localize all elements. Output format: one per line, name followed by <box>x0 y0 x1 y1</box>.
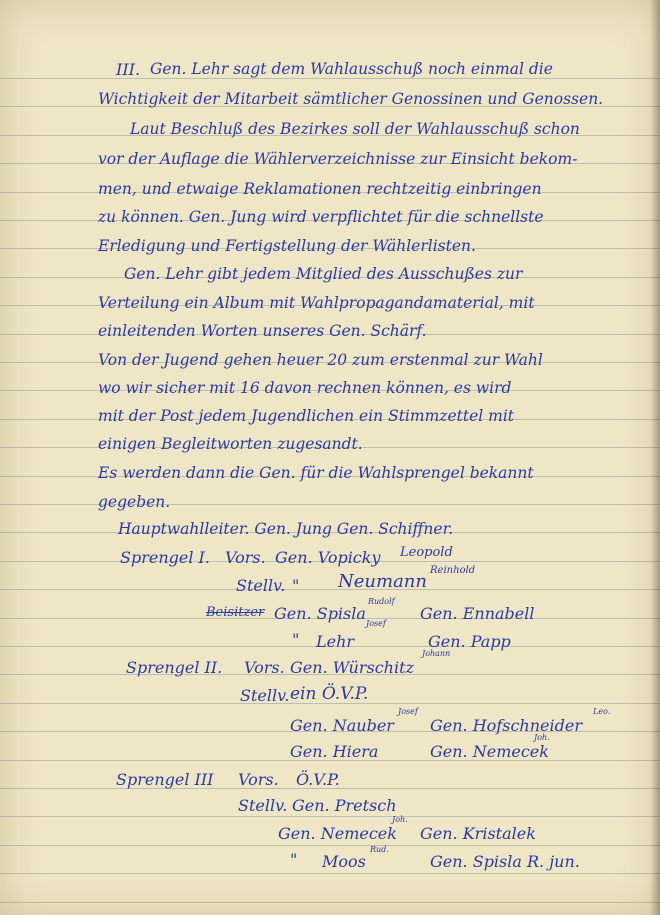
member-name: Gen. Pretsch <box>292 796 397 815</box>
ditto-mark: " <box>292 630 300 649</box>
member-name: Gen. Kristalek <box>420 824 536 843</box>
member-name: Gen. Spisla R. jun. <box>430 852 580 871</box>
member-name: Gen. Nemecek <box>430 742 549 761</box>
text-line: Verteilung ein Album mit Wahlpropagandamaterial, mit <box>98 294 535 312</box>
role-label: Stellv. <box>238 796 288 815</box>
member-first-name: Josef <box>398 707 418 716</box>
role-label: Stellv. <box>240 686 290 705</box>
text-line: gegeben. <box>98 493 171 511</box>
member-first-name: Joh. <box>392 815 408 824</box>
member-name: Moos <box>322 852 366 871</box>
text-line: Von der Jugend gehen heuer 20 zum erstenmal zur Wahl <box>98 351 543 369</box>
text-line: mit der Post jedem Jugendlichen ein Stimmzettel mit <box>98 407 515 425</box>
member-first-name: Rudolf <box>368 597 395 606</box>
text-line: einigen Begleitworten zugesandt. <box>98 435 363 453</box>
member-name: Gen. Papp <box>428 632 511 651</box>
text-line: men, und etwaige Reklamationen rechtzeitig einbringen <box>98 180 542 198</box>
member-name: Gen. Nemecek <box>278 824 397 843</box>
member-first-name: Josef <box>366 619 386 628</box>
role-label: Vors. <box>238 770 279 789</box>
text-line: Es werden dann die Gen. für die Wahlsprengel bekannt <box>98 464 534 482</box>
ruled-line <box>0 78 660 79</box>
member-name: Gen. Hofschneider <box>430 716 582 735</box>
text-line: Laut Beschluß des Bezirkes soll der Wahlausschuß schon <box>130 120 580 138</box>
role-label: Stellv. <box>236 576 286 595</box>
text-line: Gen. Lehr sagt dem Wahlausschuß noch einmal die <box>150 60 553 78</box>
text-line: Gen. Lehr gibt jedem Mitglied des Ausschußes zur <box>124 265 523 283</box>
ruled-line <box>0 845 660 846</box>
member-name: Ö.V.P. <box>296 770 340 789</box>
role-label: Vors. <box>244 658 285 677</box>
sprengel-2-label: Sprengel II. <box>126 658 223 677</box>
text-line: Wichtigkeit der Mitarbeit sämtlicher Genossinen und Genossen. <box>98 90 604 108</box>
member-name: Neumann <box>338 571 427 592</box>
text-line: einleitenden Worten unseres Gen. Schärf. <box>98 322 427 340</box>
text-line: wo wir sicher mit 16 davon rechnen können, es wird <box>98 379 512 397</box>
member-first-name: Rud. <box>370 845 389 854</box>
ruled-line <box>0 902 660 903</box>
ditto-mark: " <box>290 850 298 869</box>
member-name: Gen. Würschitz <box>290 658 414 677</box>
member-name: Gen. Vopicky <box>275 548 381 567</box>
hauptwahlleiter-line: Hauptwahlleiter. Gen. Jung Gen. Schiffner. <box>118 520 454 538</box>
item-number: III. <box>116 60 141 79</box>
member-first-name: Reinhold <box>430 565 476 576</box>
member-name: Gen. Ennabell <box>420 604 535 623</box>
role-label: Beisitzer <box>206 605 265 620</box>
member-name: Gen. Nauber <box>290 716 394 735</box>
page-spine-shadow <box>650 0 660 915</box>
member-name: ein Ö.V.P. <box>290 684 369 704</box>
ruled-line <box>0 589 660 590</box>
ruled-line <box>0 816 660 817</box>
ditto-mark: " <box>292 576 300 595</box>
text-line: Erledigung und Fertigstellung der Wählerlisten. <box>98 237 476 255</box>
text-line: vor der Auflage die Wählerverzeichnisse zur Einsicht bekom- <box>98 150 578 168</box>
ruled-line <box>0 873 660 874</box>
member-first-name: Leo. <box>593 707 611 716</box>
member-name: Gen. Spisla <box>274 604 366 623</box>
member-first-name: Joh. <box>534 733 550 742</box>
member-first-name: Johann <box>422 649 451 658</box>
member-name: Gen. Hiera <box>290 742 379 761</box>
role-label: Vors. <box>225 548 266 567</box>
text-line: zu können. Gen. Jung wird verpflichtet für die schnellste <box>98 208 544 226</box>
member-name: Lehr <box>316 632 355 651</box>
sprengel-1-label: Sprengel I. <box>120 548 210 567</box>
sprengel-3-label: Sprengel III <box>116 770 214 789</box>
member-first-name: Leopold <box>400 545 453 560</box>
